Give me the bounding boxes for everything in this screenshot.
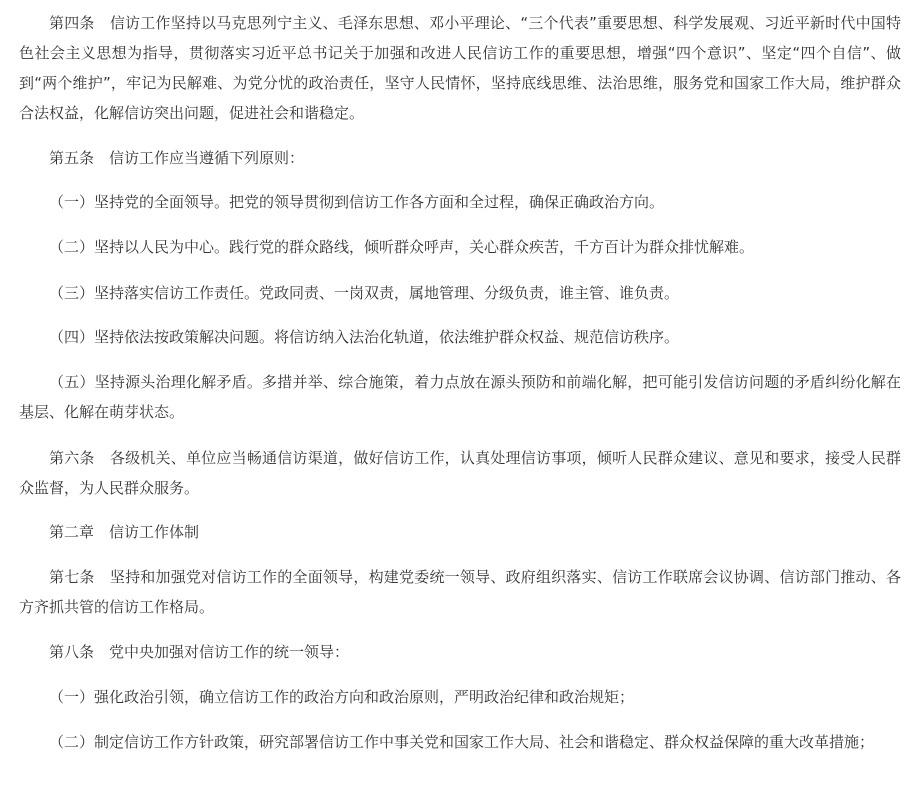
chapter-2-heading: 第二章 信访工作体制 <box>49 523 200 541</box>
article-8-paragraph: 第八条 党中央加强对信访工作的统一领导： <box>49 643 350 661</box>
article-4-paragraph: 第四条 信访工作坚持以马克思列宁主义、毛泽东思想、邓小平理论、“三个代表”重要思想、科学发展观、习近平新时代中国特色社会主义思想为指导，贯彻落实习近平总书记关于加强和改进人民信访工作的重要思想，增强“四个意识”、坚定“四个自信”、做到“两个维护”，牢记为民解难、为党分忧的政治责任，坚守人民情怀，坚持底线思维、法治思维，服务党和国家工作大局，维护群众合法权益，化解信访突出问题，促进社会和谐稳定。 <box>19 14 901 122</box>
principle-5-paragraph: （五）坚持源头治理化解矛盾。多措并举、综合施策，着力点放在源头预防和前端化解，把可能引发信访问题的矛盾纠纷化解在基层、化解在萌芽状态。 <box>19 373 901 421</box>
principle-4-paragraph: （四）坚持依法按政策解决问题。将信访纳入法治化轨道，依法维护群众权益、规范信访秩序。 <box>49 328 680 346</box>
article-8-item-1-paragraph: （一）强化政治引领，确立信访工作的政治方向和政治原则，严明政治纪律和政治规矩； <box>49 688 635 706</box>
principle-3-paragraph: （三）坚持落实信访工作责任。党政同责、一岗双责，属地管理、分级负责，谁主管、谁负责。 <box>49 284 680 302</box>
principle-1-paragraph: （一）坚持党的全面领导。把党的领导贯彻到信访工作各方面和全过程，确保正确政治方向。 <box>49 193 665 211</box>
article-8-item-2-paragraph: （二）制定信访工作方针政策，研究部署信访工作中事关党和国家工作大局、社会和谐稳定、群众权益保障的重大改革措施； <box>49 733 875 751</box>
article-5-paragraph: 第五条 信访工作应当遵循下列原则： <box>49 149 305 167</box>
article-6-paragraph: 第六条 各级机关、单位应当畅通信访渠道，做好信访工作，认真处理信访事项，倾听人民群众建议、意见和要求，接受人民群众监督，为人民群众服务。 <box>19 449 901 497</box>
article-7-paragraph: 第七条 坚持和加强党对信访工作的全面领导，构建党委统一领导、政府组织落实、信访工作联席会议协调、信访部门推动、各方齐抓共管的信访工作格局。 <box>19 568 901 616</box>
principle-2-paragraph: （二）坚持以人民为中心。践行党的群众路线，倾听群众呼声，关心群众疾苦，千方百计为群众排忧解难。 <box>49 238 755 256</box>
